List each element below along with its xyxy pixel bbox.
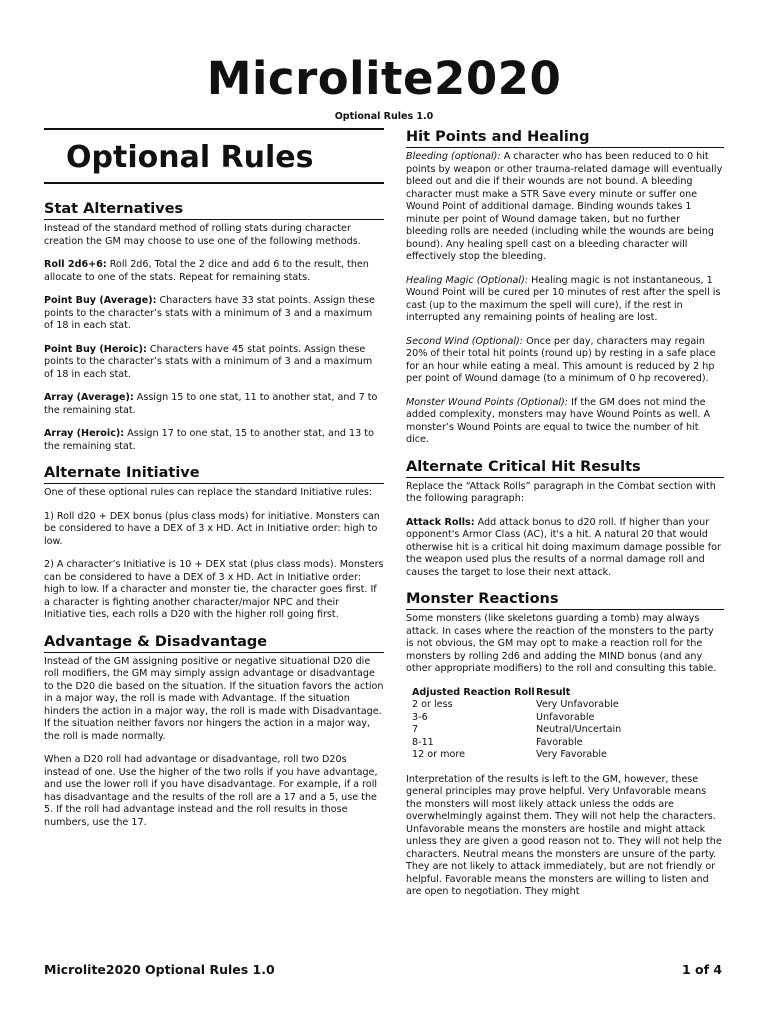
table-row — [412, 749, 621, 762]
footer-title: Microlite2020 Optional Rules 1.0 — [44, 962, 275, 977]
paragraph: When a D20 roll had advantage or disadvantage, roll two D20s instead of one. Use the higher of the two rolls if you have advantage, and use the lower roll if you have disadvantage. For example, if a roll has disadvantage and the results of the roll are a 17 and a 5, use the 5. If the roll had advantage instead and the roll results in those numbers, use the 17. — [44, 754, 378, 828]
table-cell: Unfavorable — [536, 711, 595, 723]
term: Point Buy (Average): — [44, 295, 157, 306]
table-cell: Neutral/Uncertain — [536, 724, 622, 735]
alternate-initiative-section — [44, 464, 384, 622]
section-heading: Advantage & Disadvantage — [44, 633, 384, 653]
table-cell: 8-11 — [412, 736, 434, 748]
section-heading: Monster Reactions — [406, 590, 724, 610]
term: Monster Wound Points (Optional): — [406, 396, 569, 408]
desc: Once per day, characters may regain 20% of their total hit points (round up) by resting in a safe place for an hour while eating a meal. This amount is reduced by 2 hp per point of Wound damage (to a minimum of 0 hp recovered). — [406, 335, 716, 384]
term: Point Buy (Heroic): — [44, 343, 147, 355]
stat-method-item — [44, 344, 384, 382]
hit-points-section — [406, 128, 724, 447]
document-subtitle: Optional Rules 1.0 — [334, 111, 434, 122]
table-row — [412, 737, 621, 750]
desc: A character who has been reduced to 0 hit points by weapon or other trauma-related damage will eventually bleed out and die if their wounds are not bound. A bleeding character must make a STR Save every minute or suffer one Wound Point of additional damage. Binding wounds takes 1 minute per point of Wound damage taken, but no further bleeding rolls are needed (including while the wounds are being bound). Any healing spell cast on a bleeding character will effectively stop the bleeding. — [406, 151, 723, 262]
stat-method-item — [44, 295, 384, 333]
monster-reactions-section — [406, 590, 724, 899]
title-rule-top — [44, 128, 384, 130]
term: Healing Magic (Optional): — [406, 274, 529, 286]
desc: Healing magic is not instantaneous, 1 Wound Point will be cured per 10 minutes of rest after the spell is cast (up to the maximum the spell will cure), if the rest in interrupted any remaining points of healing are lost. — [406, 274, 721, 323]
table-row — [412, 712, 621, 725]
right-column — [406, 128, 724, 910]
section-heading: Alternate Critical Hit Results — [406, 458, 724, 478]
advantage-section — [44, 633, 384, 830]
term: Attack Rolls: — [406, 516, 475, 528]
paragraph: One of these optional rules can replace the standard Initiative rules: — [44, 487, 373, 498]
paragraph: Interpretation of the results is left to the GM, however, these general principles may prove helpful. Very Unfavorable means the monsters will most likely attack unless the odds are overwhelmingly against them. They will not help the characters. Unfavorable means the monsters are hostile and might attack unless they are given a good reason not to. They will not help the characters. Neutral means the monsters are unsure of the party. They are not likely to attack immediately, but are not friendly or helpful. Favorable means the monsters are willing to listen and are open to negotiation. They might — [406, 773, 722, 897]
paragraph: Instead of the standard method of rolling stats during character creation the GM may choose to use one of the following methods. — [44, 223, 361, 247]
paragraph: 1) Roll d20 + DEX bonus (plus class mods) for initiative. Monsters can be considered to have a DEX of 3 x HD. Act in Initiative order: high to low. — [44, 510, 380, 547]
table-cell: Very Unfavorable — [536, 699, 619, 710]
desc: Assign 17 to one stat, 15 to another stat, and 13 to the remaining stat. — [44, 428, 374, 452]
critical-hit-section — [406, 458, 724, 580]
term: Array (Average): — [44, 392, 134, 403]
term: Second Wind (Optional): — [406, 335, 524, 347]
paragraph: Some monsters (like skeletons guarding a tomb) may always attack. In cases where the reaction of the monsters to the party is not obvious, the GM may opt to make a reaction roll for the monsters by rolling 2d6 and adding the MIND bonus (and any other appropriate modifiers) to the roll and consulting this table. — [406, 613, 717, 674]
term: Bleeding (optional): — [406, 151, 501, 162]
table-row — [412, 724, 621, 737]
paragraph: 2) A character’s Initiative is 10 + DEX stat (plus class mods). Monsters can be considered to have a DEX of 3 x HD. Act in Initiative order: high to low. If a character and monster tie, the character goes first. If a character is fighting another character/major NPC and their Initiative ties, each rolls a D20 with the higher roll going first. — [44, 559, 384, 620]
desc: Characters have 33 stat points. Assign these points to the character’s stats with a minimum of 3 and a maximum of 18 in each stat. — [44, 295, 375, 331]
document-title: Microlite2020 — [206, 52, 562, 105]
desc: Characters have 45 stat points. Assign these points to the character’s stats with a minimum of 3 and a maximum of 18 in each stat. — [44, 343, 373, 380]
table-header-row — [412, 687, 621, 700]
left-column — [44, 128, 384, 840]
section-heading: Stat Alternatives — [44, 200, 384, 220]
title-rule-bottom — [44, 182, 384, 184]
desc: If the GM does not mind the added complexity, monsters may have Wound Points as well. A monster’s Wound Points are equal to twice the number of hit dice. — [406, 396, 711, 445]
desc: Assign 15 to one stat, 11 to another stat, and 7 to the remaining stat. — [44, 392, 378, 416]
page-heading: Optional Rules — [66, 140, 314, 175]
table-header: Adjusted Reaction Roll — [412, 686, 535, 698]
desc: Add attack bonus to d20 roll. If higher than your opponent's Armor Class (AC), it's a hit. A natural 20 that would otherwise hit is a critical hit doing maximum damage possible for the weapon used plus the results of a normal damage roll and causes the target to lose their next attack. — [406, 516, 721, 578]
rule-item — [406, 275, 724, 325]
rule-item — [406, 397, 724, 447]
stat-method-item — [44, 428, 384, 453]
table-cell: 2 or less — [412, 699, 453, 710]
table-cell: Favorable — [536, 736, 583, 748]
reaction-table — [412, 687, 621, 762]
stat-method-item — [44, 392, 384, 417]
desc: Roll 2d6, Total the 2 dice and add 6 to the result, then allocate to one of the stats. Repeat for remaining stats. — [44, 259, 369, 283]
table-cell: 3-6 — [412, 711, 428, 723]
page-number: 1 of 4 — [682, 962, 723, 977]
section-heading: Alternate Initiative — [44, 464, 384, 484]
rule-item — [406, 517, 724, 580]
table-cell: 12 or more — [412, 749, 465, 760]
rule-item — [406, 336, 724, 386]
table-row — [412, 699, 621, 712]
table-header: Result — [536, 686, 571, 698]
term: Array (Heroic): — [44, 428, 125, 439]
term: Roll 2d6+6: — [44, 259, 107, 270]
paragraph: Replace the “Attack Rolls” paragraph in the Combat section with the following paragraph: — [406, 480, 716, 504]
paragraph: Instead of the GM assigning positive or negative situational D20 die roll modifiers, the GM may simply assign advantage or disadvantage to the D20 die based on the situation. If the situation favors the action in a major way, the roll is made with Advantage. If the situation hinders the action in a major way, the roll is made with Disadvantage. If the situation neither favors nor hingers the action in a major way, the roll is made normally. — [44, 655, 384, 742]
section-heading: Hit Points and Healing — [406, 128, 724, 148]
rule-item — [406, 151, 724, 264]
table-cell: Very Favorable — [536, 749, 607, 760]
stat-method-item — [44, 259, 384, 284]
table-cell: 7 — [412, 724, 419, 735]
stat-alternatives-section — [44, 200, 384, 453]
